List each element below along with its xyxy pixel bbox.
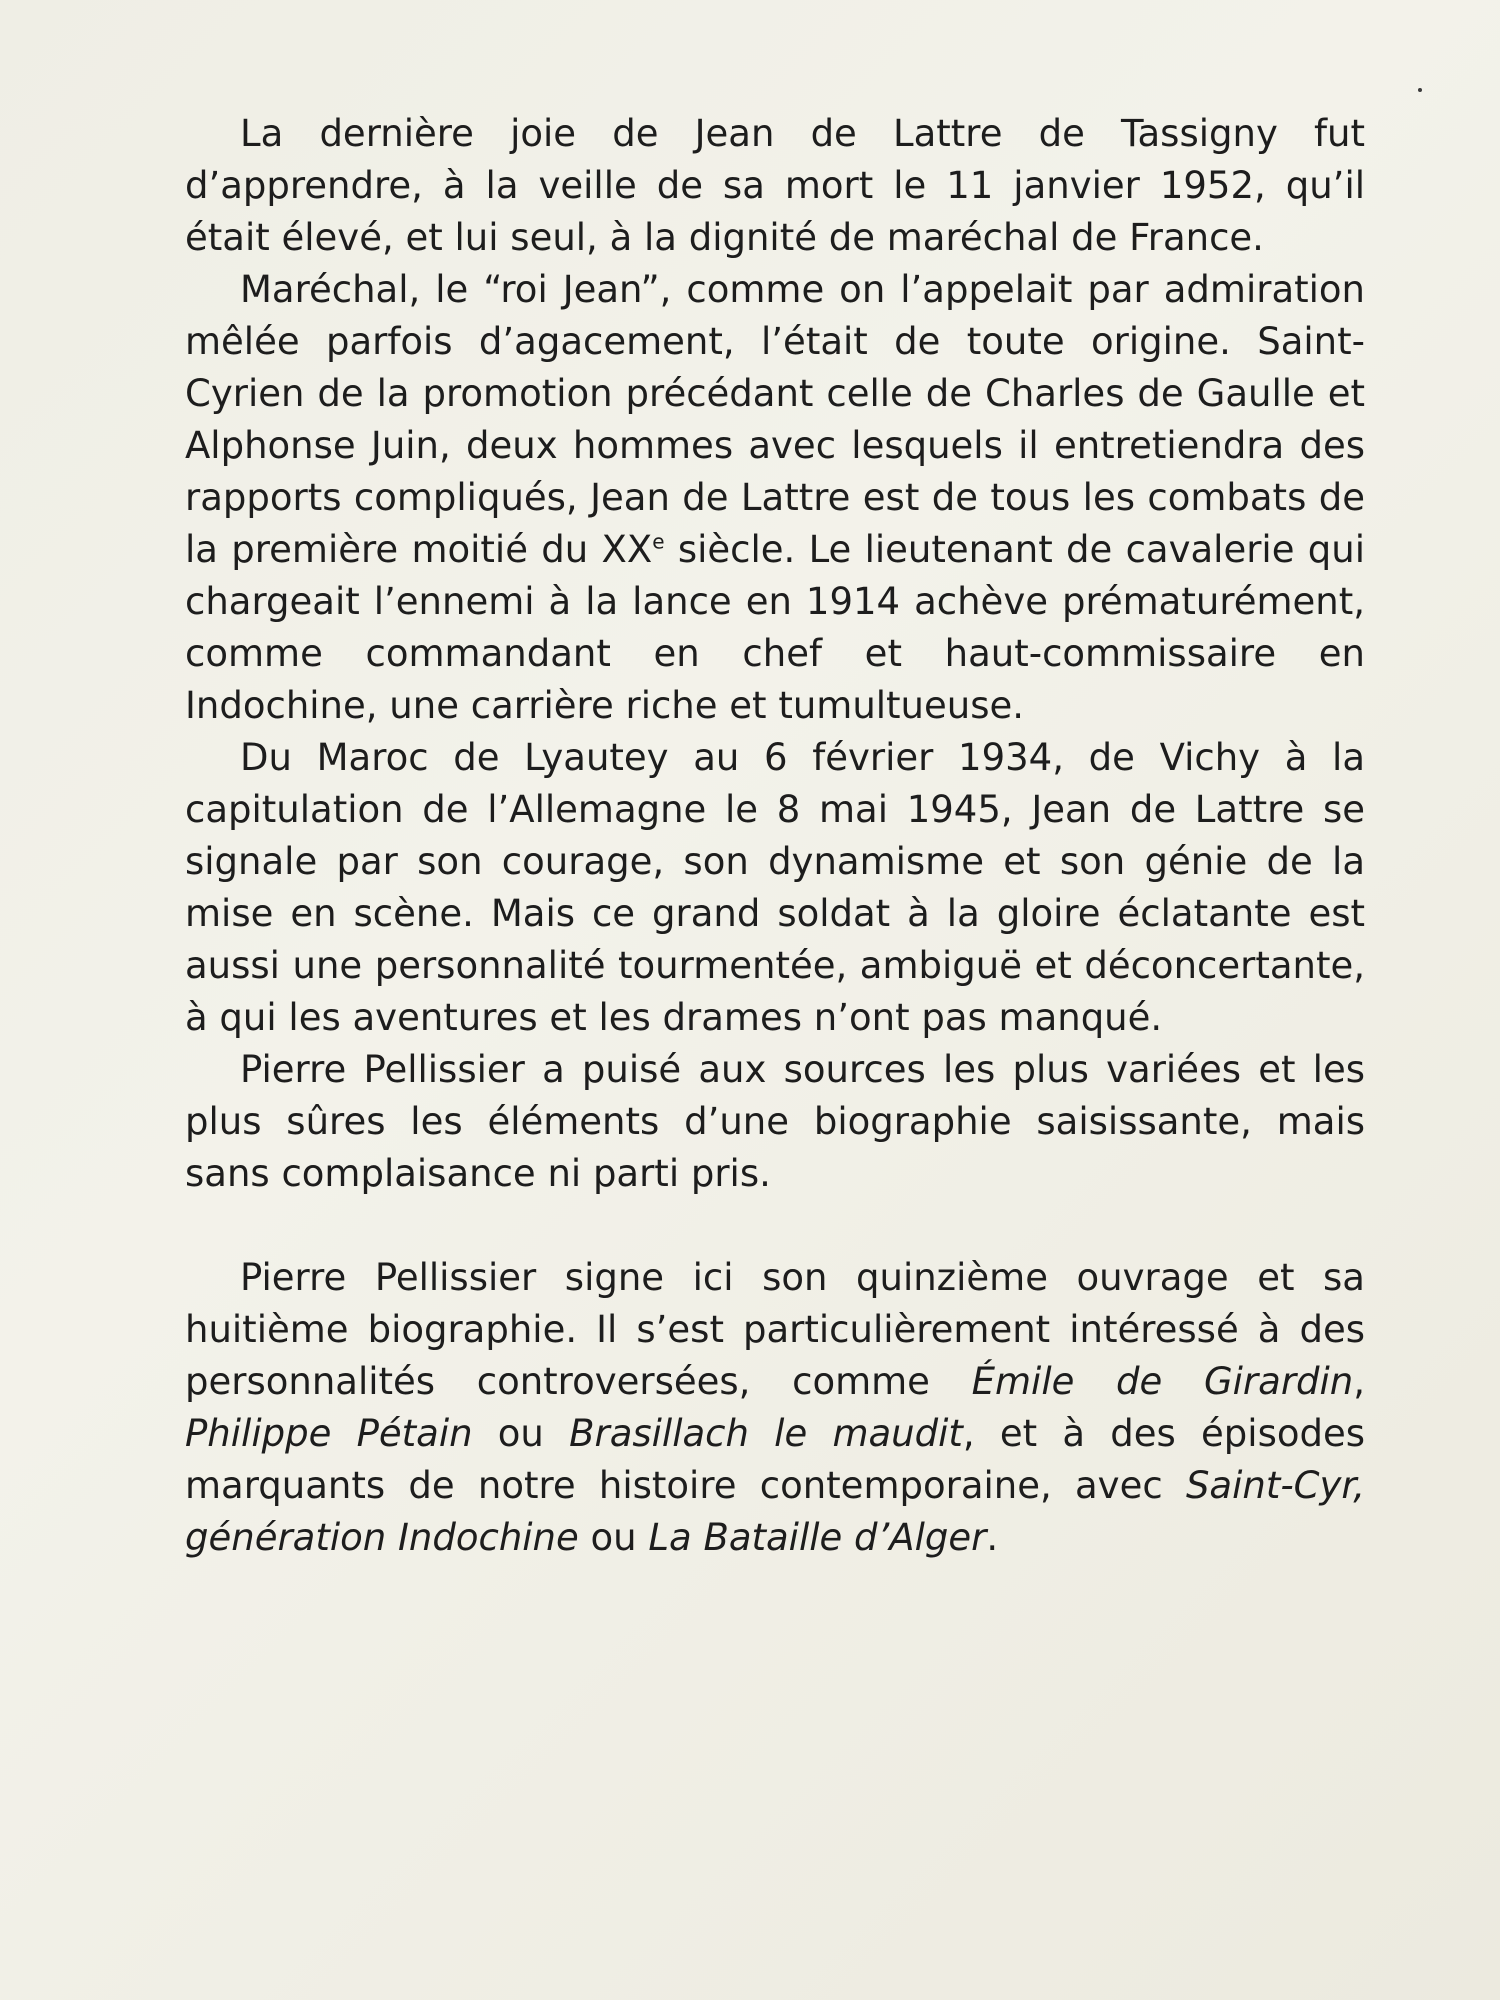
- paragraph-gap: [185, 1200, 1365, 1252]
- book-title-girardin: Émile de Girardin: [971, 1360, 1354, 1403]
- paragraph-2: [185, 264, 1365, 732]
- back-cover-text: [185, 108, 1365, 1564]
- century-superscript: e: [652, 529, 665, 554]
- book-title-bataille-alger: La Bataille d’Alger: [648, 1516, 987, 1559]
- paragraph-4: Pierre Pellissier a puisé aux sources les plus variées et les plus sûres les éléments d’une biographie saisissante, mais sans complaisance ni parti pris.: [185, 1048, 1365, 1195]
- author-text-5: .: [986, 1516, 999, 1559]
- book-title-brasillach: Brasillach le maudit: [569, 1412, 963, 1455]
- paragraph-2-part-1: Maréchal, le “roi Jean”, comme on l’appelait par admiration mêlée parfois d’agacement, l’était de toute origine. Saint-Cyrien de la promotion précédant celle de Charles de Gaulle et Alphonse Juin, deux hommes avec lesquels il entretiendra des rapports compliqués, Jean de Lattre est de tous les combats de la première moitié du XX: [185, 268, 1365, 571]
- author-text-1: Pierre Pellissier signe ici son quinzième ouvrage et sa huitième biographie. Il s’est particulièrement intéressé à des personnalités controversées, comme: [185, 1256, 1365, 1403]
- author-paragraph: [185, 1252, 1365, 1564]
- paragraph-1: La dernière joie de Jean de Lattre de Tassigny fut d’apprendre, à la veille de sa mort le 11 janvier 1952, qu’il était élevé, et lui seul, à la dignité de maréchal de France.: [185, 112, 1365, 259]
- book-title-saint-cyr: Saint-Cyr, génération Indochine: [185, 1464, 1365, 1559]
- paper-speck: [1418, 88, 1422, 92]
- author-text-4: ou: [578, 1516, 649, 1559]
- author-separator: ,: [1353, 1360, 1366, 1403]
- paragraph-3: Du Maroc de Lyautey au 6 février 1934, de Vichy à la capitulation de l’Allemagne le 8 mai 1945, Jean de Lattre se signale par son courage, son dynamisme et son génie de la mise en scène. Mais ce grand soldat à la gloire éclatante est aussi une personnalité tourmentée, ambiguë et déconcertante, à qui les aventures et les drames n’ont pas manqué.: [185, 736, 1365, 1039]
- author-text-2: ou: [472, 1412, 570, 1455]
- author-text-3: , et à des épisodes marquants de notre histoire contemporaine, avec: [185, 1412, 1366, 1507]
- book-title-petain: Philippe Pétain: [185, 1412, 473, 1455]
- paragraph-2-part-2: siècle. Le lieutenant de cavalerie qui chargeait l’ennemi à la lance en 1914 achève prématurément, comme commandant en chef et haut-commissaire en Indochine, une carrière riche et tumultueuse.: [185, 528, 1365, 727]
